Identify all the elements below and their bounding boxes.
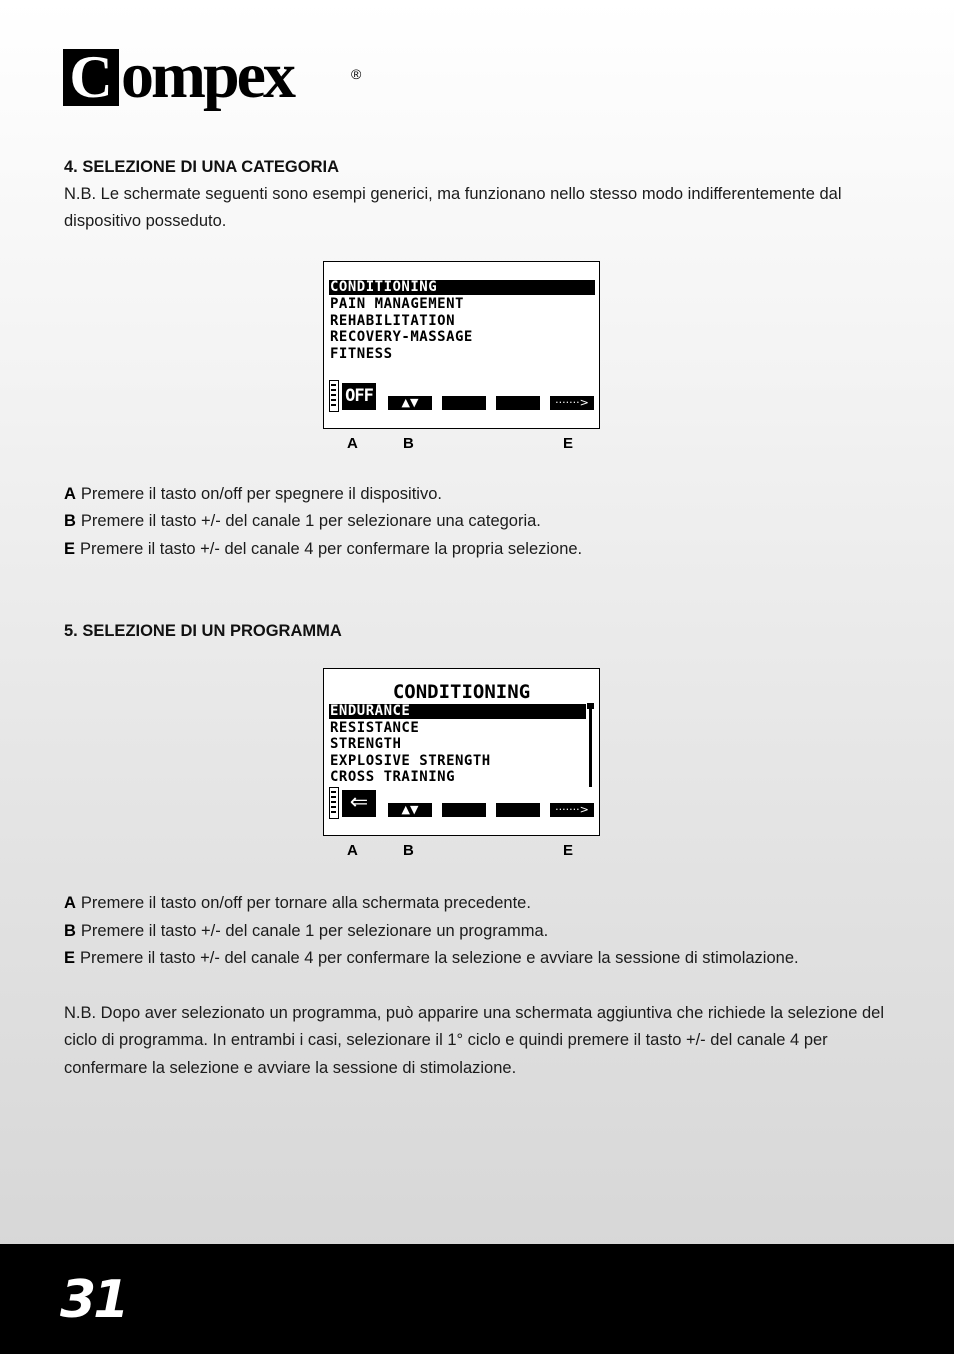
compex-logo <box>63 39 373 118</box>
next-arrow-softkey-icon: ·······> <box>550 803 594 817</box>
blank-softkey-d <box>496 803 540 817</box>
blank-softkey-c <box>442 803 486 817</box>
up-down-softkey-icon: ▲▼ <box>388 396 432 410</box>
next-arrow-softkey-icon: ·······> <box>550 396 594 410</box>
page-number: 31 <box>60 1270 127 1330</box>
menu-item-resistance: RESISTANCE <box>330 720 420 736</box>
menu-item-recovery-massage: RECOVERY-MASSAGE <box>330 329 473 345</box>
section-4-heading: 4. SELEZIONE DI UNA CATEGORIA <box>64 158 340 176</box>
menu-item-explosive-strength: EXPLOSIVE STRENGTH <box>330 753 491 769</box>
menu-item-rehabilitation: REHABILITATION <box>330 313 456 329</box>
menu-item-pain-management: PAIN MANAGEMENT <box>330 296 464 312</box>
label-a: A <box>347 842 358 859</box>
battery-icon <box>329 380 339 412</box>
battery-icon <box>329 787 339 819</box>
instruction-b: B Premere il tasto +/- del canale 1 per selezionare un programma. <box>64 922 549 940</box>
page-footer <box>0 1244 954 1354</box>
instruction-e: E Premere il tasto +/- del canale 4 per confermare la selezione e avviare la sessione di stimolazione. <box>64 949 799 967</box>
section-4-note: N.B. Le schermate seguenti sono esempi generici, ma funzionano nello stesso modo indifferentemente dal dispositivo posseduto. <box>64 185 842 231</box>
menu-item-conditioning: CONDITIONING <box>329 280 595 295</box>
label-e: E <box>563 435 574 452</box>
blank-softkey-d <box>496 396 540 410</box>
registered-mark: ® <box>351 66 362 82</box>
menu-item-cross-training: CROSS TRAINING <box>330 769 456 785</box>
off-icon: OFF <box>342 383 376 410</box>
section-5-note: N.B. Dopo aver selezionato un programma, può apparire una schermata aggiuntiva che richiede la selezione del ciclo di programma. In entrambi i casi, selezionare il 1° ciclo e quindi premere il tasto +/- del canale 4 per confermare la selezione e avviare la sessione di stimolazione. <box>64 1004 884 1077</box>
screen-title: CONDITIONING <box>392 681 531 703</box>
logo-wordmark: ompex <box>121 39 293 112</box>
instruction-a: A Premere il tasto on/off per tornare alla schermata precedente. <box>64 894 531 912</box>
menu-item-strength: STRENGTH <box>330 736 402 752</box>
category-screen <box>323 261 600 429</box>
menu-item-endurance: ENDURANCE <box>329 704 586 719</box>
label-b: B <box>403 842 414 859</box>
program-screen <box>323 668 600 836</box>
back-arrow-icon: ⇐ <box>342 790 376 817</box>
blank-softkey-c <box>442 396 486 410</box>
label-a: A <box>347 435 358 452</box>
menu-item-fitness: FITNESS <box>330 346 393 362</box>
section-5-heading: 5. SELEZIONE DI UN PROGRAMMA <box>64 622 342 640</box>
label-e: E <box>563 842 574 859</box>
up-down-softkey-icon: ▲▼ <box>388 803 432 817</box>
logo-initial: C <box>63 49 119 106</box>
instruction-e: E Premere il tasto +/- del canale 4 per confermare la propria selezione. <box>64 540 583 558</box>
instruction-b: B Premere il tasto +/- del canale 1 per selezionare una categoria. <box>64 512 541 530</box>
instruction-a: A Premere il tasto on/off per spegnere il dispositivo. <box>64 485 442 503</box>
label-b: B <box>403 435 414 452</box>
scrollbar-track <box>589 705 592 787</box>
